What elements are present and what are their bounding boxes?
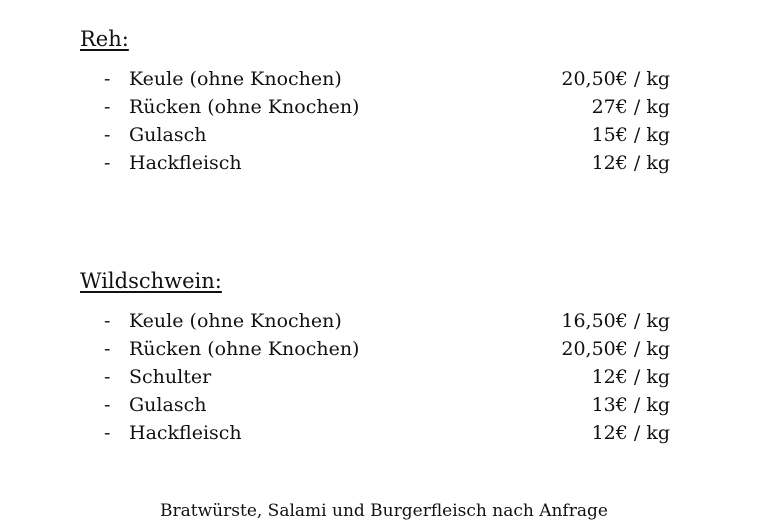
item-price: 15€ / kg	[591, 124, 670, 146]
item-price: 20,50€ / kg	[561, 68, 670, 90]
bullet-dash: -	[104, 394, 111, 416]
item-name: Rücken (ohne Knochen)	[129, 338, 360, 360]
list-item	[80, 307, 680, 335]
list-item	[80, 391, 680, 419]
footer-note: Bratwürste, Salami und Burgerfleisch nach Anfrage	[160, 501, 608, 521]
item-name: Hackfleisch	[129, 152, 242, 174]
item-price: 12€ / kg	[591, 422, 670, 444]
item-price: 12€ / kg	[591, 366, 670, 388]
item-name: Rücken (ohne Knochen)	[129, 96, 360, 118]
bullet-dash: -	[104, 338, 111, 360]
item-price: 20,50€ / kg	[561, 338, 670, 360]
item-name: Keule (ohne Knochen)	[129, 68, 342, 90]
item-name: Gulasch	[129, 394, 207, 416]
bullet-dash: -	[104, 366, 111, 388]
bullet-dash: -	[104, 422, 111, 444]
item-name: Keule (ohne Knochen)	[129, 310, 342, 332]
list-item	[80, 121, 680, 149]
bullet-dash: -	[104, 68, 111, 90]
list-item	[80, 363, 680, 391]
list-item	[80, 335, 680, 363]
list-item	[80, 65, 680, 93]
section-heading-reh: Reh:	[80, 27, 129, 51]
item-price: 16,50€ / kg	[561, 310, 670, 332]
item-price: 27€ / kg	[591, 96, 670, 118]
list-item	[80, 93, 680, 121]
item-name: Gulasch	[129, 124, 207, 146]
bullet-dash: -	[104, 152, 111, 174]
section-reh	[80, 26, 680, 177]
item-name: Hackfleisch	[129, 422, 242, 444]
section-heading-wildschwein: Wildschwein:	[80, 269, 222, 293]
item-name: Schulter	[129, 366, 212, 388]
list-item	[80, 149, 680, 177]
price-list-wildschwein	[80, 307, 680, 447]
item-price: 12€ / kg	[591, 152, 670, 174]
bullet-dash: -	[104, 124, 111, 146]
section-wildschwein	[80, 268, 680, 447]
bullet-dash: -	[104, 96, 111, 118]
bullet-dash: -	[104, 310, 111, 332]
list-item	[80, 419, 680, 447]
item-price: 13€ / kg	[591, 394, 670, 416]
price-list-reh	[80, 65, 680, 177]
